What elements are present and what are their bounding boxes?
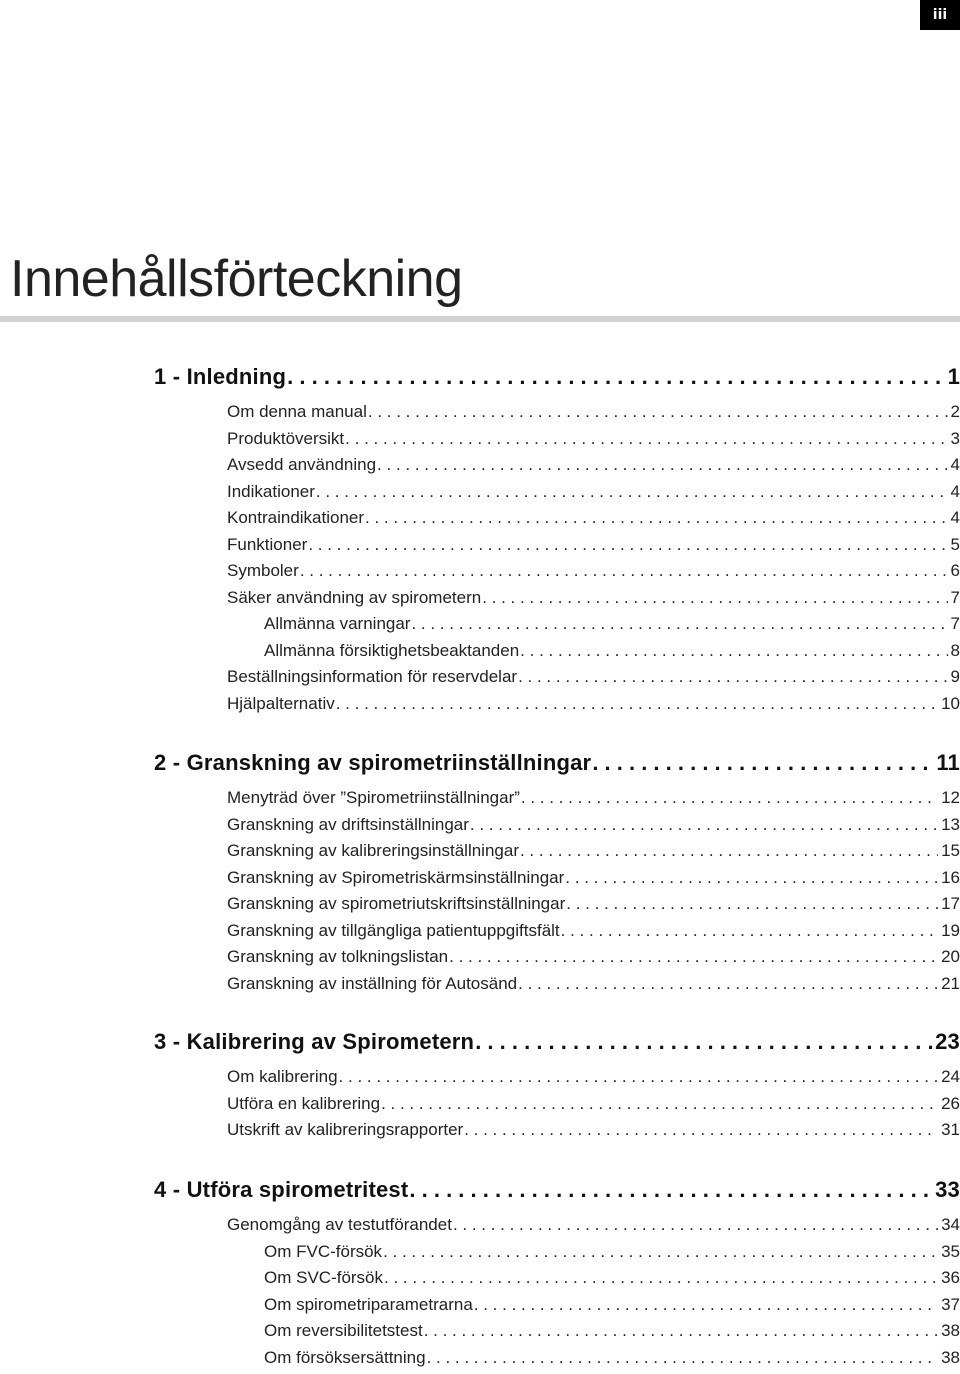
toc-entry-label: 2 - Granskning av spirometriinställningar: [154, 750, 592, 775]
toc-entry[interactable]: [227, 921, 960, 947]
dot-leader: [566, 894, 938, 914]
dot-leader: [384, 1268, 938, 1288]
toc-page-number: 5: [950, 534, 960, 554]
toc-chapter-heading[interactable]: [154, 364, 960, 396]
toc-page-number: 33: [935, 1177, 960, 1202]
toc-page-number: 12: [941, 788, 960, 807]
toc-chapter-heading[interactable]: [154, 1029, 960, 1061]
toc-entry[interactable]: [227, 1215, 960, 1241]
toc-page-number: 19: [941, 920, 960, 940]
toc-entry[interactable]: [264, 1268, 960, 1294]
toc-entry[interactable]: [264, 1348, 960, 1374]
dot-leader: [365, 508, 948, 528]
title-divider: [0, 316, 960, 322]
toc-chapter-heading[interactable]: [154, 750, 960, 782]
toc-page-number: 37: [941, 1294, 960, 1314]
dot-leader: [474, 1295, 938, 1315]
toc-entry-label: Kontraindikationer: [227, 508, 365, 527]
toc-entry-label: Om denna manual: [227, 402, 367, 421]
dot-leader: [409, 1177, 932, 1203]
toc-page-number: 36: [941, 1268, 960, 1287]
toc-entry-label: Beställningsinformation för reservdelar: [227, 667, 518, 686]
toc-entry-label: 1 - Inledning: [154, 364, 287, 389]
toc-page-number: 21: [941, 973, 960, 993]
dot-leader: [368, 402, 948, 422]
toc-page-number: 35: [941, 1241, 960, 1261]
toc-entry[interactable]: [227, 815, 960, 841]
toc-entry[interactable]: [264, 1321, 960, 1347]
toc-entry-label: Allmänna försiktighetsbeaktanden: [264, 640, 520, 660]
toc-entry[interactable]: [264, 1242, 960, 1268]
toc-page-number: 31: [941, 1120, 960, 1139]
toc-page-number: 6: [950, 561, 960, 580]
toc-entry-label: Granskning av Spirometriskärmsinställningar: [227, 867, 565, 887]
toc-page-number: 8: [950, 640, 960, 660]
dot-leader: [424, 1321, 938, 1341]
dot-leader: [383, 1242, 938, 1262]
toc-page-number: 2: [950, 402, 960, 421]
toc-page-number: 11: [936, 750, 960, 775]
toc-page-number: 17: [941, 894, 960, 913]
dot-leader: [300, 561, 948, 581]
dot-leader: [520, 641, 947, 661]
toc-entry-label: 3 - Kalibrering av Spirometern: [154, 1029, 475, 1054]
toc-entry[interactable]: [227, 588, 960, 614]
toc-page-number: 38: [941, 1321, 960, 1340]
toc-entry-label: Granskning av tolkningslistan: [227, 947, 449, 966]
toc-page-number: 24: [941, 1067, 960, 1086]
toc-entry-label: Om reversibilitetstest: [264, 1321, 423, 1340]
dot-leader: [475, 1029, 932, 1055]
toc-page-number: 10: [941, 693, 960, 713]
toc-entry[interactable]: [227, 667, 960, 693]
toc-entry[interactable]: [227, 482, 960, 508]
toc-entry-label: Granskning av spirometriutskriftsinställningar: [227, 894, 566, 913]
toc-entry-label: Om kalibrering: [227, 1067, 338, 1086]
toc-entry-label: Om försöksersättning: [264, 1347, 426, 1367]
dot-leader: [377, 455, 947, 475]
toc-entry[interactable]: [264, 1295, 960, 1321]
dot-leader: [339, 1067, 939, 1087]
toc-entry-label: Produktöversikt: [227, 428, 345, 448]
toc-entry[interactable]: [227, 1094, 960, 1120]
page-title: Innehållsförteckning: [10, 250, 463, 308]
toc-entry[interactable]: [227, 429, 960, 455]
toc-page-number: 4: [950, 455, 960, 474]
page-number-tab: iii: [920, 0, 960, 30]
toc-entry[interactable]: [227, 694, 960, 720]
toc-entry[interactable]: [227, 1120, 960, 1146]
toc-entry[interactable]: [227, 868, 960, 894]
toc-entry[interactable]: [264, 614, 960, 640]
toc-page-number: 38: [941, 1347, 960, 1367]
toc-entry[interactable]: [227, 535, 960, 561]
dot-leader: [482, 588, 947, 608]
toc-entry-label: Funktioner: [227, 534, 308, 554]
toc-entry-label: Genomgång av testutförandet: [227, 1215, 452, 1234]
toc-entry[interactable]: [227, 402, 960, 428]
dot-leader: [449, 947, 938, 967]
toc-entry-label: Indikationer: [227, 481, 315, 501]
toc-page-number: 4: [950, 508, 960, 527]
toc-page-number: 26: [941, 1093, 960, 1113]
dot-leader: [520, 841, 938, 861]
toc-entry-label: Avsedd användning: [227, 455, 377, 474]
toc-entry-label: Allmänna varningar: [264, 614, 411, 633]
toc-entry[interactable]: [227, 894, 960, 920]
dot-leader: [518, 667, 947, 687]
toc-entry-label: Säker användning av spirometern: [227, 587, 482, 607]
toc-entry-label: Symboler: [227, 561, 299, 580]
toc-page-number: 4: [950, 481, 960, 501]
toc-page-number: 16: [941, 867, 960, 887]
dot-leader: [336, 694, 938, 714]
toc-entry-label: Om spirometriparametrarna: [264, 1294, 473, 1314]
dot-leader: [427, 1348, 939, 1368]
dot-leader: [518, 974, 938, 994]
toc-entry-label: Utskrift av kalibreringsrapporter: [227, 1120, 464, 1139]
dot-leader: [521, 788, 938, 808]
toc-entry[interactable]: [227, 1067, 960, 1093]
toc-entry[interactable]: [227, 974, 960, 1000]
toc-page-number: 20: [941, 947, 960, 966]
toc-page-number: 34: [941, 1215, 960, 1234]
toc-page-number: 7: [950, 614, 960, 633]
toc-page-number: 9: [950, 667, 960, 686]
toc-entry[interactable]: [264, 641, 960, 667]
dot-leader: [411, 614, 947, 634]
toc-entry-label: Granskning av inställning för Autosänd: [227, 973, 518, 993]
dot-leader: [464, 1120, 938, 1140]
toc-entry[interactable]: [227, 508, 960, 534]
toc-entry[interactable]: [227, 561, 960, 587]
toc-entry-label: Granskning av kalibreringsinställningar: [227, 841, 519, 860]
dot-leader: [308, 535, 947, 555]
toc-page-number: 13: [941, 814, 960, 834]
toc-chapter-heading[interactable]: [154, 1177, 960, 1209]
toc-page-number: 3: [950, 428, 960, 448]
toc-page-number: 23: [935, 1029, 960, 1054]
toc-entry[interactable]: [227, 788, 960, 814]
dot-leader: [345, 429, 947, 449]
toc-entry-label: Om SVC-försök: [264, 1268, 384, 1287]
dot-leader: [316, 482, 948, 502]
toc-entry-label: 4 - Utföra spirometritest: [154, 1177, 409, 1202]
dot-leader: [561, 921, 938, 941]
toc-entry-label: Menyträd över ”Spirometriinställningar”: [227, 788, 520, 807]
toc-entry-label: Utföra en kalibrering: [227, 1093, 381, 1113]
toc-entry[interactable]: [227, 455, 960, 481]
toc-entry-label: Granskning av tillgängliga patientuppgiftsfält: [227, 920, 560, 940]
toc-entry-label: Om FVC-försök: [264, 1241, 383, 1261]
dot-leader: [592, 750, 933, 776]
dot-leader: [453, 1215, 938, 1235]
toc-entry[interactable]: [227, 841, 960, 867]
dot-leader: [470, 815, 938, 835]
toc-page-number: 1: [947, 364, 960, 389]
toc-entry-label: Granskning av driftsinställningar: [227, 814, 469, 834]
toc-entry-label: Hjälpalternativ: [227, 693, 335, 713]
toc-page-number: 15: [941, 841, 960, 860]
dot-leader: [565, 868, 938, 888]
dot-leader: [381, 1094, 938, 1114]
toc-entry[interactable]: [227, 947, 960, 973]
toc-page-number: 7: [950, 587, 960, 607]
dot-leader: [287, 364, 944, 390]
